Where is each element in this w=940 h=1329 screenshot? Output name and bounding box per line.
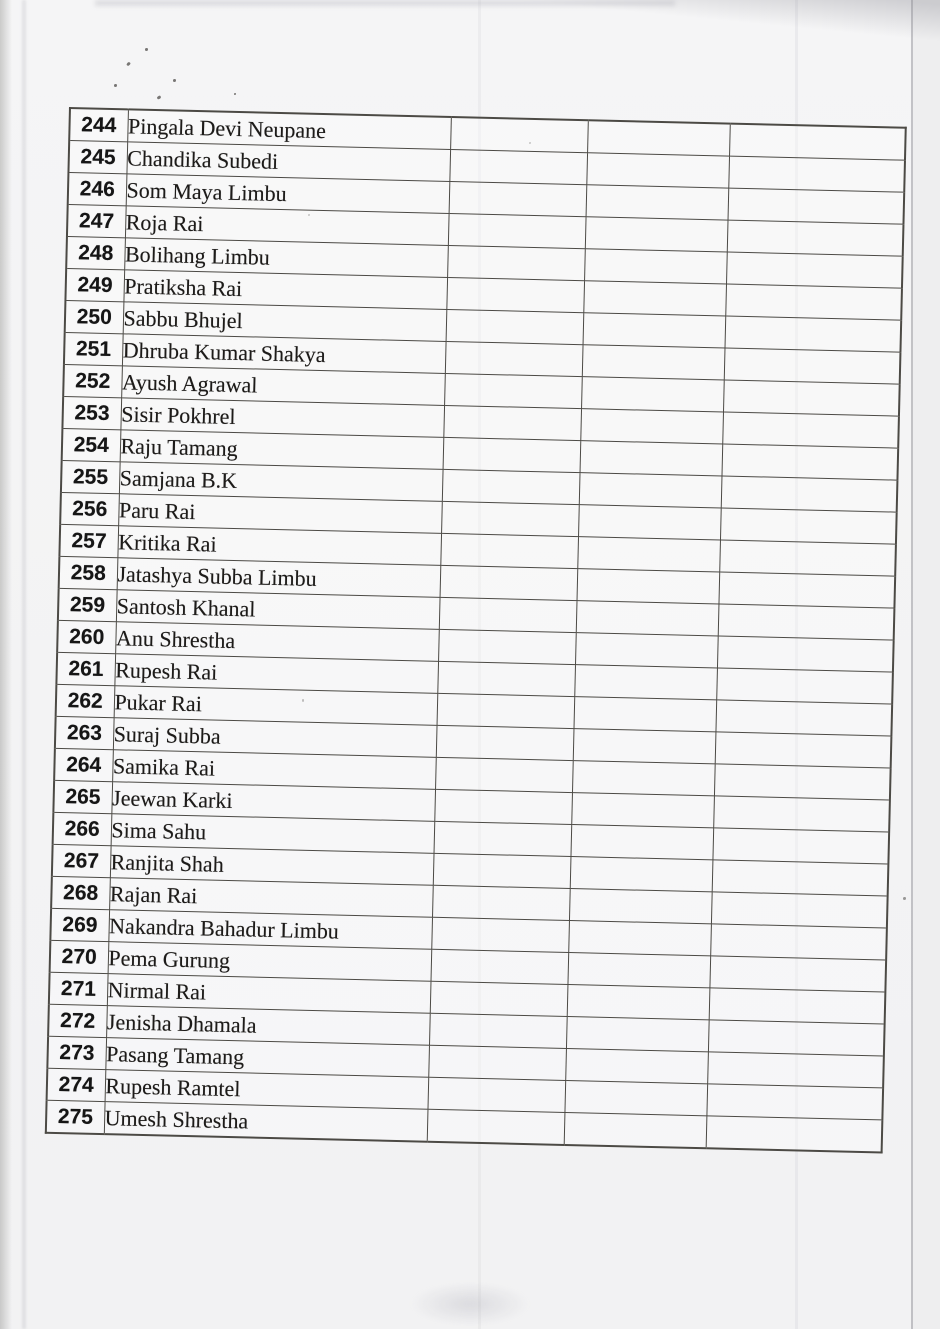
row-number: 251 bbox=[64, 332, 123, 365]
empty-cell bbox=[581, 377, 724, 412]
row-name: Ayush Agrawal bbox=[121, 366, 445, 406]
row-name: Roja Rai bbox=[125, 206, 449, 246]
empty-cell bbox=[432, 885, 570, 920]
empty-cell bbox=[438, 629, 576, 664]
row-number: 264 bbox=[54, 748, 113, 781]
row-number: 273 bbox=[47, 1036, 106, 1069]
empty-cell bbox=[717, 636, 894, 672]
row-number: 258 bbox=[59, 556, 118, 589]
page-right-margin bbox=[913, 0, 940, 1329]
empty-cell bbox=[570, 825, 713, 860]
empty-cell bbox=[708, 1020, 885, 1056]
empty-cell bbox=[718, 572, 895, 608]
row-number: 249 bbox=[65, 268, 124, 301]
empty-cell bbox=[567, 984, 710, 1019]
row-number: 263 bbox=[55, 716, 114, 749]
row-name: Jatashya Subba Limbu bbox=[117, 558, 441, 598]
empty-cell bbox=[720, 508, 897, 544]
empty-cell bbox=[721, 444, 898, 480]
empty-cell bbox=[439, 597, 577, 632]
empty-cell bbox=[448, 213, 586, 248]
empty-cell bbox=[566, 1016, 709, 1051]
empty-cell bbox=[428, 1045, 566, 1080]
empty-cell bbox=[442, 469, 580, 504]
empty-cell bbox=[434, 821, 572, 856]
empty-cell bbox=[575, 633, 718, 668]
empty-cell bbox=[580, 409, 723, 444]
empty-cell bbox=[723, 380, 900, 416]
empty-cell bbox=[564, 1080, 707, 1115]
empty-cell bbox=[574, 665, 717, 700]
empty-cell bbox=[721, 476, 898, 512]
row-number: 252 bbox=[63, 364, 122, 397]
empty-cell bbox=[573, 697, 716, 732]
ink-speck bbox=[173, 79, 176, 82]
row-name: Som Maya Limbu bbox=[126, 174, 450, 214]
empty-cell bbox=[430, 981, 568, 1016]
empty-cell bbox=[584, 249, 727, 284]
empty-cell bbox=[709, 956, 886, 992]
ink-speck bbox=[145, 48, 148, 51]
row-number: 244 bbox=[69, 108, 128, 142]
row-name: Pema Gurung bbox=[108, 942, 432, 982]
empty-cell bbox=[446, 309, 584, 344]
bleed-through-ghost-top bbox=[95, 0, 675, 6]
empty-cell bbox=[714, 764, 891, 800]
empty-cell bbox=[719, 540, 896, 576]
row-name: Umesh Shrestha bbox=[104, 1102, 428, 1142]
row-name: Rupesh Rai bbox=[114, 654, 438, 694]
row-name: Santosh Khanal bbox=[116, 590, 440, 630]
page-left-edge-shadow bbox=[0, 0, 12, 1329]
empty-cell bbox=[571, 793, 714, 828]
empty-cell bbox=[449, 181, 587, 216]
empty-cell bbox=[431, 949, 569, 984]
empty-cell bbox=[716, 668, 893, 704]
row-name: Pingala Devi Neupane bbox=[127, 109, 451, 149]
bleed-through-ghost-bottom bbox=[410, 1282, 530, 1326]
empty-cell bbox=[447, 245, 585, 280]
row-number: 257 bbox=[59, 524, 118, 557]
empty-cell bbox=[569, 889, 712, 924]
empty-cell bbox=[712, 828, 889, 864]
empty-cell bbox=[707, 1052, 884, 1088]
row-number: 255 bbox=[61, 460, 120, 493]
row-number: 261 bbox=[56, 652, 115, 685]
row-number: 265 bbox=[53, 780, 112, 813]
empty-cell bbox=[725, 316, 902, 352]
ink-speck bbox=[114, 84, 117, 87]
empty-cell bbox=[578, 505, 721, 540]
row-name: Rupesh Ramtel bbox=[105, 1070, 429, 1110]
row-name: Bolihang Limbu bbox=[124, 238, 448, 278]
paper-fold-streak bbox=[22, 0, 26, 1329]
row-name: Sabbu Bhujel bbox=[123, 302, 447, 342]
empty-cell bbox=[728, 188, 905, 224]
row-number: 262 bbox=[56, 684, 115, 717]
page-right-edge-line bbox=[911, 0, 913, 1329]
row-name: Pratiksha Rai bbox=[123, 270, 447, 310]
empty-cell bbox=[573, 729, 716, 764]
empty-cell bbox=[434, 789, 572, 824]
row-number: 248 bbox=[66, 236, 125, 269]
ink-speck bbox=[903, 897, 906, 900]
empty-cell bbox=[427, 1109, 565, 1145]
empty-cell bbox=[568, 921, 711, 956]
empty-cell bbox=[729, 124, 906, 161]
row-name: Rajan Rai bbox=[109, 878, 433, 918]
row-number: 259 bbox=[58, 588, 117, 621]
row-number: 250 bbox=[65, 300, 124, 333]
empty-cell bbox=[713, 796, 890, 832]
empty-cell bbox=[437, 693, 575, 728]
row-number: 272 bbox=[48, 1004, 107, 1037]
row-name: Ranjita Shah bbox=[110, 846, 434, 886]
empty-cell bbox=[715, 732, 892, 768]
row-number: 247 bbox=[67, 204, 126, 237]
empty-cell bbox=[706, 1084, 883, 1120]
row-number: 267 bbox=[52, 844, 111, 877]
row-number: 271 bbox=[49, 972, 108, 1005]
empty-cell bbox=[427, 1077, 565, 1112]
empty-cell bbox=[445, 341, 583, 376]
row-number: 266 bbox=[53, 812, 112, 845]
empty-cell bbox=[727, 220, 904, 256]
empty-cell bbox=[576, 601, 719, 636]
empty-cell bbox=[433, 853, 571, 888]
empty-cell bbox=[712, 860, 889, 896]
empty-cell bbox=[577, 569, 720, 604]
empty-cell bbox=[441, 501, 579, 536]
row-number: 256 bbox=[60, 492, 119, 525]
row-name: Nakandra Bahadur Limbu bbox=[108, 910, 432, 950]
empty-cell bbox=[429, 1013, 567, 1048]
empty-cell bbox=[446, 277, 584, 312]
empty-cell bbox=[440, 533, 578, 568]
empty-cell bbox=[586, 185, 729, 220]
row-name: Kritika Rai bbox=[117, 526, 441, 566]
ink-speck bbox=[157, 95, 162, 100]
row-name: Sisir Pokhrel bbox=[120, 398, 444, 438]
empty-cell bbox=[436, 725, 574, 760]
row-name: Suraj Subba bbox=[113, 718, 437, 758]
row-name: Anu Shrestha bbox=[115, 622, 439, 662]
empty-cell bbox=[711, 892, 888, 928]
empty-cell bbox=[565, 1048, 708, 1083]
row-name: Samjana B.K bbox=[119, 462, 443, 502]
empty-cell bbox=[706, 1116, 883, 1153]
row-number: 268 bbox=[51, 876, 110, 909]
scanner-corner-shadow bbox=[460, 0, 940, 46]
empty-cell bbox=[718, 604, 895, 640]
empty-cell bbox=[715, 700, 892, 736]
ink-speck bbox=[234, 93, 236, 95]
empty-cell bbox=[585, 217, 728, 252]
row-name: Pukar Rai bbox=[114, 686, 438, 726]
row-name: Dhruba Kumar Shakya bbox=[122, 334, 446, 374]
empty-cell bbox=[444, 373, 582, 408]
row-number: 274 bbox=[47, 1068, 106, 1101]
row-name: Pasang Tamang bbox=[105, 1038, 429, 1078]
empty-cell bbox=[431, 917, 569, 952]
empty-cell bbox=[580, 441, 723, 476]
empty-cell bbox=[440, 565, 578, 600]
empty-cell bbox=[579, 473, 722, 508]
empty-cell bbox=[567, 952, 710, 987]
row-number: 254 bbox=[62, 428, 121, 461]
roster-table bbox=[45, 107, 905, 1153]
empty-cell bbox=[582, 345, 725, 380]
row-name: Jeewan Karki bbox=[111, 782, 435, 822]
row-name: Jenisha Dhamala bbox=[106, 1006, 430, 1046]
empty-cell bbox=[564, 1112, 707, 1148]
empty-cell bbox=[710, 924, 887, 960]
empty-cell bbox=[725, 284, 902, 320]
row-number: 269 bbox=[50, 908, 109, 941]
empty-cell bbox=[443, 437, 581, 472]
empty-cell bbox=[709, 988, 886, 1024]
empty-cell bbox=[435, 757, 573, 792]
empty-cell bbox=[570, 857, 713, 892]
row-number: 260 bbox=[57, 620, 116, 653]
row-name: Sima Sahu bbox=[111, 814, 435, 854]
ink-speck bbox=[126, 62, 131, 67]
row-number: 253 bbox=[62, 396, 121, 429]
row-number: 275 bbox=[46, 1100, 105, 1134]
empty-cell bbox=[572, 761, 715, 796]
row-number: 245 bbox=[68, 141, 127, 174]
empty-cell bbox=[583, 313, 726, 348]
roster-body bbox=[46, 108, 906, 1152]
row-name: Samika Rai bbox=[112, 750, 436, 790]
empty-cell bbox=[443, 405, 581, 440]
empty-cell bbox=[728, 156, 905, 192]
row-name: Paru Rai bbox=[118, 494, 442, 534]
empty-cell bbox=[586, 153, 729, 188]
empty-cell bbox=[724, 348, 901, 384]
empty-cell bbox=[449, 149, 587, 184]
empty-cell bbox=[726, 252, 903, 288]
empty-cell bbox=[722, 412, 899, 448]
row-name: Raju Tamang bbox=[120, 430, 444, 470]
empty-cell bbox=[587, 120, 730, 156]
empty-cell bbox=[437, 661, 575, 696]
row-name: Chandika Subedi bbox=[126, 142, 450, 182]
empty-cell bbox=[583, 281, 726, 316]
empty-cell bbox=[450, 117, 588, 153]
row-name: Nirmal Rai bbox=[107, 974, 431, 1014]
row-number: 246 bbox=[68, 173, 127, 206]
empty-cell bbox=[577, 537, 720, 572]
row-number: 270 bbox=[50, 940, 109, 973]
